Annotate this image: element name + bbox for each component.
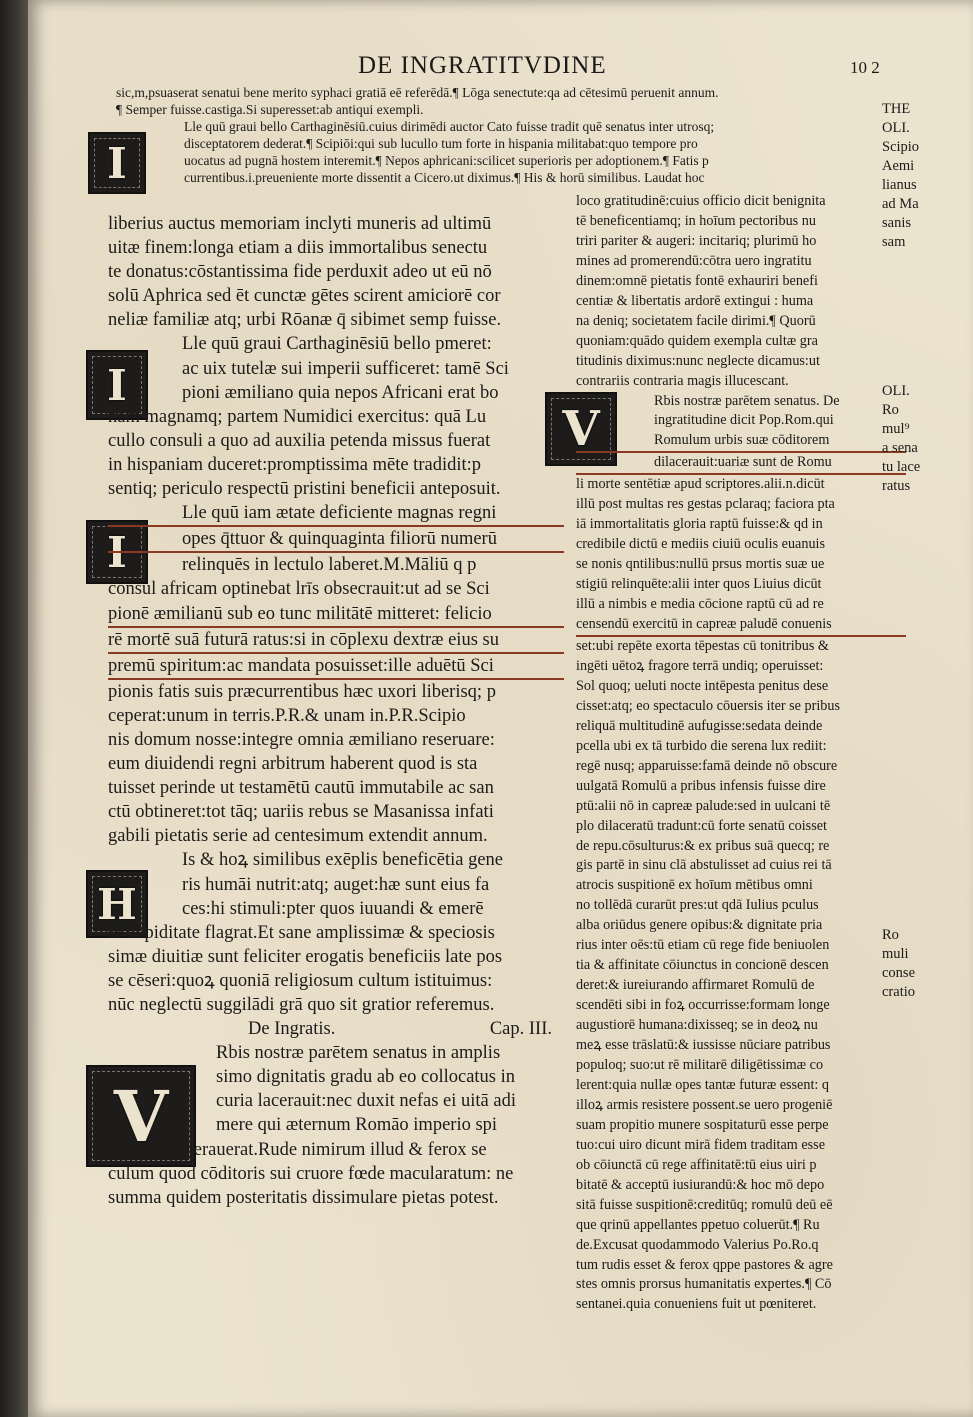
text-line: tuisset perinde ut testamētū cautū immutabile ac san	[108, 778, 494, 799]
chapter-title: De Ingratis.	[248, 1019, 336, 1040]
text-line: mines ad promerendū:cōtra uero ingratitu	[576, 252, 812, 269]
text-line: illū post multas res gestas pclaraq; faciora pta	[576, 496, 835, 513]
text-line: reliquā multitudinē aufugisse:sedata deinde	[576, 717, 823, 734]
text-line: li morte sentētiæ apud scriptores.alii.n.dicūt	[576, 476, 825, 493]
margin-note: OLI. Ro mul⁹ a sena tu lace ratus	[882, 383, 921, 494]
text-line: titudinis diximus:nunc neglecte dicamus:ut	[576, 352, 820, 369]
text-line: pcella ubi ex tā turbido die serena lux rediit:	[576, 737, 827, 754]
text-line: ob cōiunctā cū rege affinitatē:tū eius uiri p	[576, 1156, 817, 1173]
text-line: centiæ & libertatis ardorē extingui : huma	[576, 292, 814, 309]
text-line: sentiq; periculo respectū pristini beneficii anteposuit.	[108, 479, 501, 500]
woodcut-initial-v: V	[545, 392, 617, 466]
book-gutter	[0, 0, 28, 1417]
text-line: culum quod cōditoris sui cruore fœde macularatum: ne	[108, 1163, 514, 1184]
text-line: credibile dictū e mediis ciuiū oculis euanuis	[576, 536, 826, 553]
text-line: tia & affinitate cōiunctus in concionē descen	[576, 957, 829, 974]
text-line: cisset:atq; eo spectaculo cōuersis iter se pribus	[576, 697, 840, 714]
text-line: nis domum nosse:integre omnia æmiliano reseruare:	[108, 729, 495, 750]
margin-note: THE OLI. Scipio Aemi lianus ad Ma sanis sam	[882, 101, 920, 250]
text-line: ingēti uētoꝝ fragore terrā undiq; operuisset:	[576, 657, 824, 674]
text-line: sitā fuisse suspitionē:creditūq; romulū deū eē	[576, 1196, 833, 1213]
text-line: gis partē in sinu clā abstulisset ad cuius rei tā	[576, 857, 832, 874]
text-line: iā immortalitatis gloria raptū fuisse:& qd in	[576, 516, 823, 533]
text-line: gabili pietatis serie ad centesimum extendit annum.	[108, 826, 488, 847]
text-line: nūc neglectū suggilādi grā quo sit gratior referemus.	[108, 995, 495, 1015]
text-line: te donatus:cōstantissima fide perduxit adeo ut eū nō	[108, 262, 492, 283]
text-line: bitatē & acceptū iusiurandū:& hoc mō depo	[576, 1176, 825, 1193]
text-line: populoq; suo:ut rē militarē diligētissimæ co	[576, 1056, 824, 1073]
text-line: no tollēdā curarūt pres:ut qdā Iulius pculus	[576, 897, 819, 914]
woodcut-initial-h: H	[86, 870, 148, 938]
text-line: opes q̄ttuor & quinquaginta filiorū numerū	[108, 527, 564, 553]
text-line: ritum ingenerauerat.Rude nimirum illud & ferox se	[108, 1139, 487, 1160]
woodcut-initial-v: V	[86, 1065, 196, 1167]
text-line: Lle quū graui bello Carthaginēsiū.cuius dirimēdi auctor Cato fuisse tradit quē senatus inter utrosq;	[184, 119, 715, 134]
text-line: tuo:cui uiro dicunt mirā fidem traditam esse	[576, 1136, 826, 1153]
text-line: Sol quoq; ueluti nocte intēpesta penitus dese	[576, 677, 829, 694]
text-line: meꝝ esse trāslatū:& iussisse nūciare patribus	[576, 1037, 831, 1054]
margin-note: Ro muli conse cratio	[882, 927, 916, 1000]
text-line: Romulum urbis suæ cōditorem	[576, 431, 906, 453]
text-line: augustiorē humana:dixisseq; se in deoꝝ nu	[576, 1017, 818, 1034]
woodcut-initial-i: I	[88, 132, 146, 194]
text-line: pioni æmiliano quia nepos Africani erat bo	[182, 382, 499, 403]
text-line: liberius auctus memoriam inclyti muneris ad ultimū	[108, 214, 492, 234]
text-line: consul africam optinebat lrīs obsecrauit:ut ad se Sci	[108, 579, 490, 600]
text-line: uocatus ad pugnā hostem interemit.¶ Nepos aphricani:scilicet superioris per adoptionem.¶ Fatis p	[184, 153, 709, 168]
text-line: stigiū relinquēte:alii inter quos Liuius dicūt	[576, 576, 822, 593]
text-line: curia lacerauit:nec duxit nefas ei uitā adi	[216, 1091, 516, 1112]
text-line: mere qui æternum Romāo imperio spi	[216, 1115, 498, 1136]
woodcut-initial-i: I	[86, 520, 148, 584]
text-line: ¶ Semper fuisse.castiga.Si superesset:ab antiqui exempli.	[116, 102, 424, 117]
text-line: na deniq; societatem facile dirimi.¶ Quorū	[576, 312, 816, 329]
text-line: sentanei.quia conueniens fuit ut pœniteret.	[576, 1296, 817, 1313]
text-line: se nonis qntilibus:nullū prsus mortis suæ ue	[576, 556, 825, 573]
text-line: Lle quū iam ætate deficiente magnas regni	[108, 501, 564, 527]
text-line: neliæ familiæ atq; urbi Rōanæ q̄ sibimet semp fuisse.	[108, 310, 502, 331]
text-line: que qrinū appellantes ppetuo coluerūt.¶ Ru	[576, 1216, 820, 1233]
text-line: summa quidem posteritatis dissimulare pietas potest.	[108, 1187, 499, 1208]
text-line: tum rudis esset & ferox qppe pastores & agre	[576, 1256, 833, 1273]
folio-number: 10 2	[850, 58, 880, 77]
text-line: se cēseri:quoꝝ quoniā religiosum cultum istituimus:	[108, 970, 493, 991]
text-line: uitæ finem:longa etiam a diis immortalibus senectu	[108, 238, 488, 259]
text-line: rius inter oēs:tū etiam cū rege fide beniuolen	[576, 937, 830, 954]
text-line: Lle quū graui Carthaginēsiū bello pmeret:	[182, 334, 492, 355]
text-line: de.Excusat quodammodo Valerius Po.Ro.q	[576, 1236, 819, 1253]
text-line: in hispaniam duceret:promptissima mēte tradidit:p	[108, 454, 481, 475]
text-line: loco gratitudinē:cuius officio dicit benignita	[576, 193, 826, 209]
text-line: stes omnis prorsus humanitatis expertes.¶ Cō	[576, 1276, 832, 1293]
text-line: set:ubi repēte exorta tēpestas cū tonitribus &	[576, 637, 829, 654]
book-page	[28, 0, 973, 1417]
chapter-heading	[108, 1017, 564, 1041]
text-line: simo dignitatis gradu ab eo collocatus in	[216, 1067, 516, 1088]
text-line: simæ diuitiæ sunt feliciter erogatis beneficiis late pos	[108, 946, 503, 967]
text-line: regē nusq; apparuisse:famā deinde nō obscure	[576, 757, 838, 774]
text-line: disceptatorem dederat.¶ Scipiōi:qui sub lucullo tum forte in hispania militabat:quo tempore pro	[184, 136, 698, 151]
text-line: illū a nimbis e media cōcione raptū cū ad re	[576, 596, 824, 613]
text-line: currentibus.i.preueniente morte dissentit a Cicero.ut diximus.¶ His & horū similibus. Laudat hoc	[184, 170, 705, 185]
text-line: ac uix tutelæ sui imperii sufficeret: tamē Sci	[182, 358, 509, 379]
text-line: plo dilaceratū tradunt:cū forte senatū coisset	[576, 817, 827, 834]
text-line: dilacerauit:uariæ sunt de Romu	[576, 453, 906, 475]
text-line: Is & hoꝝ similibus exēplis beneficētia gene	[182, 850, 504, 871]
text-line: de repu.cōsulturus:& ex pribus suā quecq; re	[576, 837, 830, 854]
text-line: illoꝝ armis resistere possent.se uero progeniē	[576, 1096, 833, 1113]
text-line: tē beneficentiamq; in hoīum pectoribus nu	[576, 212, 816, 229]
page-title: DE INGRATITVDINE	[358, 52, 607, 79]
text-line: rē mortē suā futurā ratus:si in cōplexu dextræ eius su	[108, 628, 564, 654]
text-line: ptū:alii nō in capreæ palude:sed in uulcani tē	[576, 797, 831, 814]
text-line: censendū exercitū in capreæ paludē conuenis	[576, 615, 906, 637]
chapter-number: Cap. III.	[489, 1019, 552, 1040]
text-line: ris humāi nutrit:atq; auget:hæ sunt eius fa	[182, 874, 490, 895]
text-line: ctū obtineret:tot tāq; uariis rebus se Masanissa infati	[108, 802, 494, 823]
text-line: atrocis suspitionē ex hoīum mētibus omni	[576, 877, 813, 894]
text-line: solū Aphrica sed ēt cunctæ gētes scirent amiciorē cor	[108, 286, 501, 307]
text-line: premū spiritum:ac mandata posuisset:ille aduētū Sci	[108, 654, 564, 680]
text-line: relinquēs in lectulo laberet.M.Māliū q p	[182, 555, 477, 576]
text-line: quoniam:quādo quidem exempla cultæ gra	[576, 332, 818, 349]
text-line: suam propitio munere sospitaturū esse perpe	[576, 1116, 829, 1133]
text-line: dinem:omnē pietatis fontē exhauriri benefi	[576, 272, 818, 289]
main-text-column	[108, 212, 564, 1210]
text-line: scendēti sibi in foꝝ occurrisse:formam longe	[576, 997, 830, 1014]
text-line: ceperat:unum in terris.P.R.& unam in.P.R.Scipio	[108, 705, 466, 726]
text-line: triri pariter & augeri: incitariq; plurimū ho	[576, 232, 817, 249]
text-line: lerent:quia nullæ opes tantæ futuræ essent: q	[576, 1076, 829, 1093]
text-line: contrariis contraria magis illucescant.	[576, 372, 789, 389]
text-line: deret:& iureiurando affirmaret Romulū de	[576, 977, 815, 994]
text-line: Rbis nostræ parētem senatus. De	[654, 392, 840, 409]
text-line: ingratitudine dicit Pop.Rom.qui	[654, 412, 834, 429]
text-line: eum diuidendi regni arbitrum haberent quod is sta	[108, 754, 478, 775]
commentary-top	[116, 84, 916, 186]
text-line: cullo consuli a quo ad auxilia petenda missus fuerat	[108, 430, 491, 451]
text-line: uulgatā Romulū a pribus infensis fuisse dire	[576, 777, 826, 794]
woodcut-initial-i: I	[86, 350, 148, 420]
text-line: alba oriūdus genere opibus:& dignitate pria	[576, 917, 823, 934]
text-line: ces:hi stimuli:pter quos iuuandi & emerē	[182, 898, 484, 919]
text-line: di cupiditate flagrat.Et sane amplissimæ & speciosis	[108, 922, 495, 943]
commentary-column	[576, 192, 906, 1315]
text-line: Rbis nostræ parētem senatus in amplis	[216, 1043, 501, 1064]
text-line: nam magnamq; partem Numidici exercitus: quā Lu	[108, 406, 487, 427]
text-line: pionis fatis suis præcurrentibus hæc uxori liberisq; p	[108, 681, 496, 702]
text-line: pionē æmilianū sub eo tunc militātē mitteret: felicio	[108, 602, 564, 628]
text-line: sic,m,psuaserat senatui bene merito syphaci gratiā eē referēdā.¶ Lōga senectute:qa ad cētesimū peruenit annum.	[116, 85, 719, 100]
